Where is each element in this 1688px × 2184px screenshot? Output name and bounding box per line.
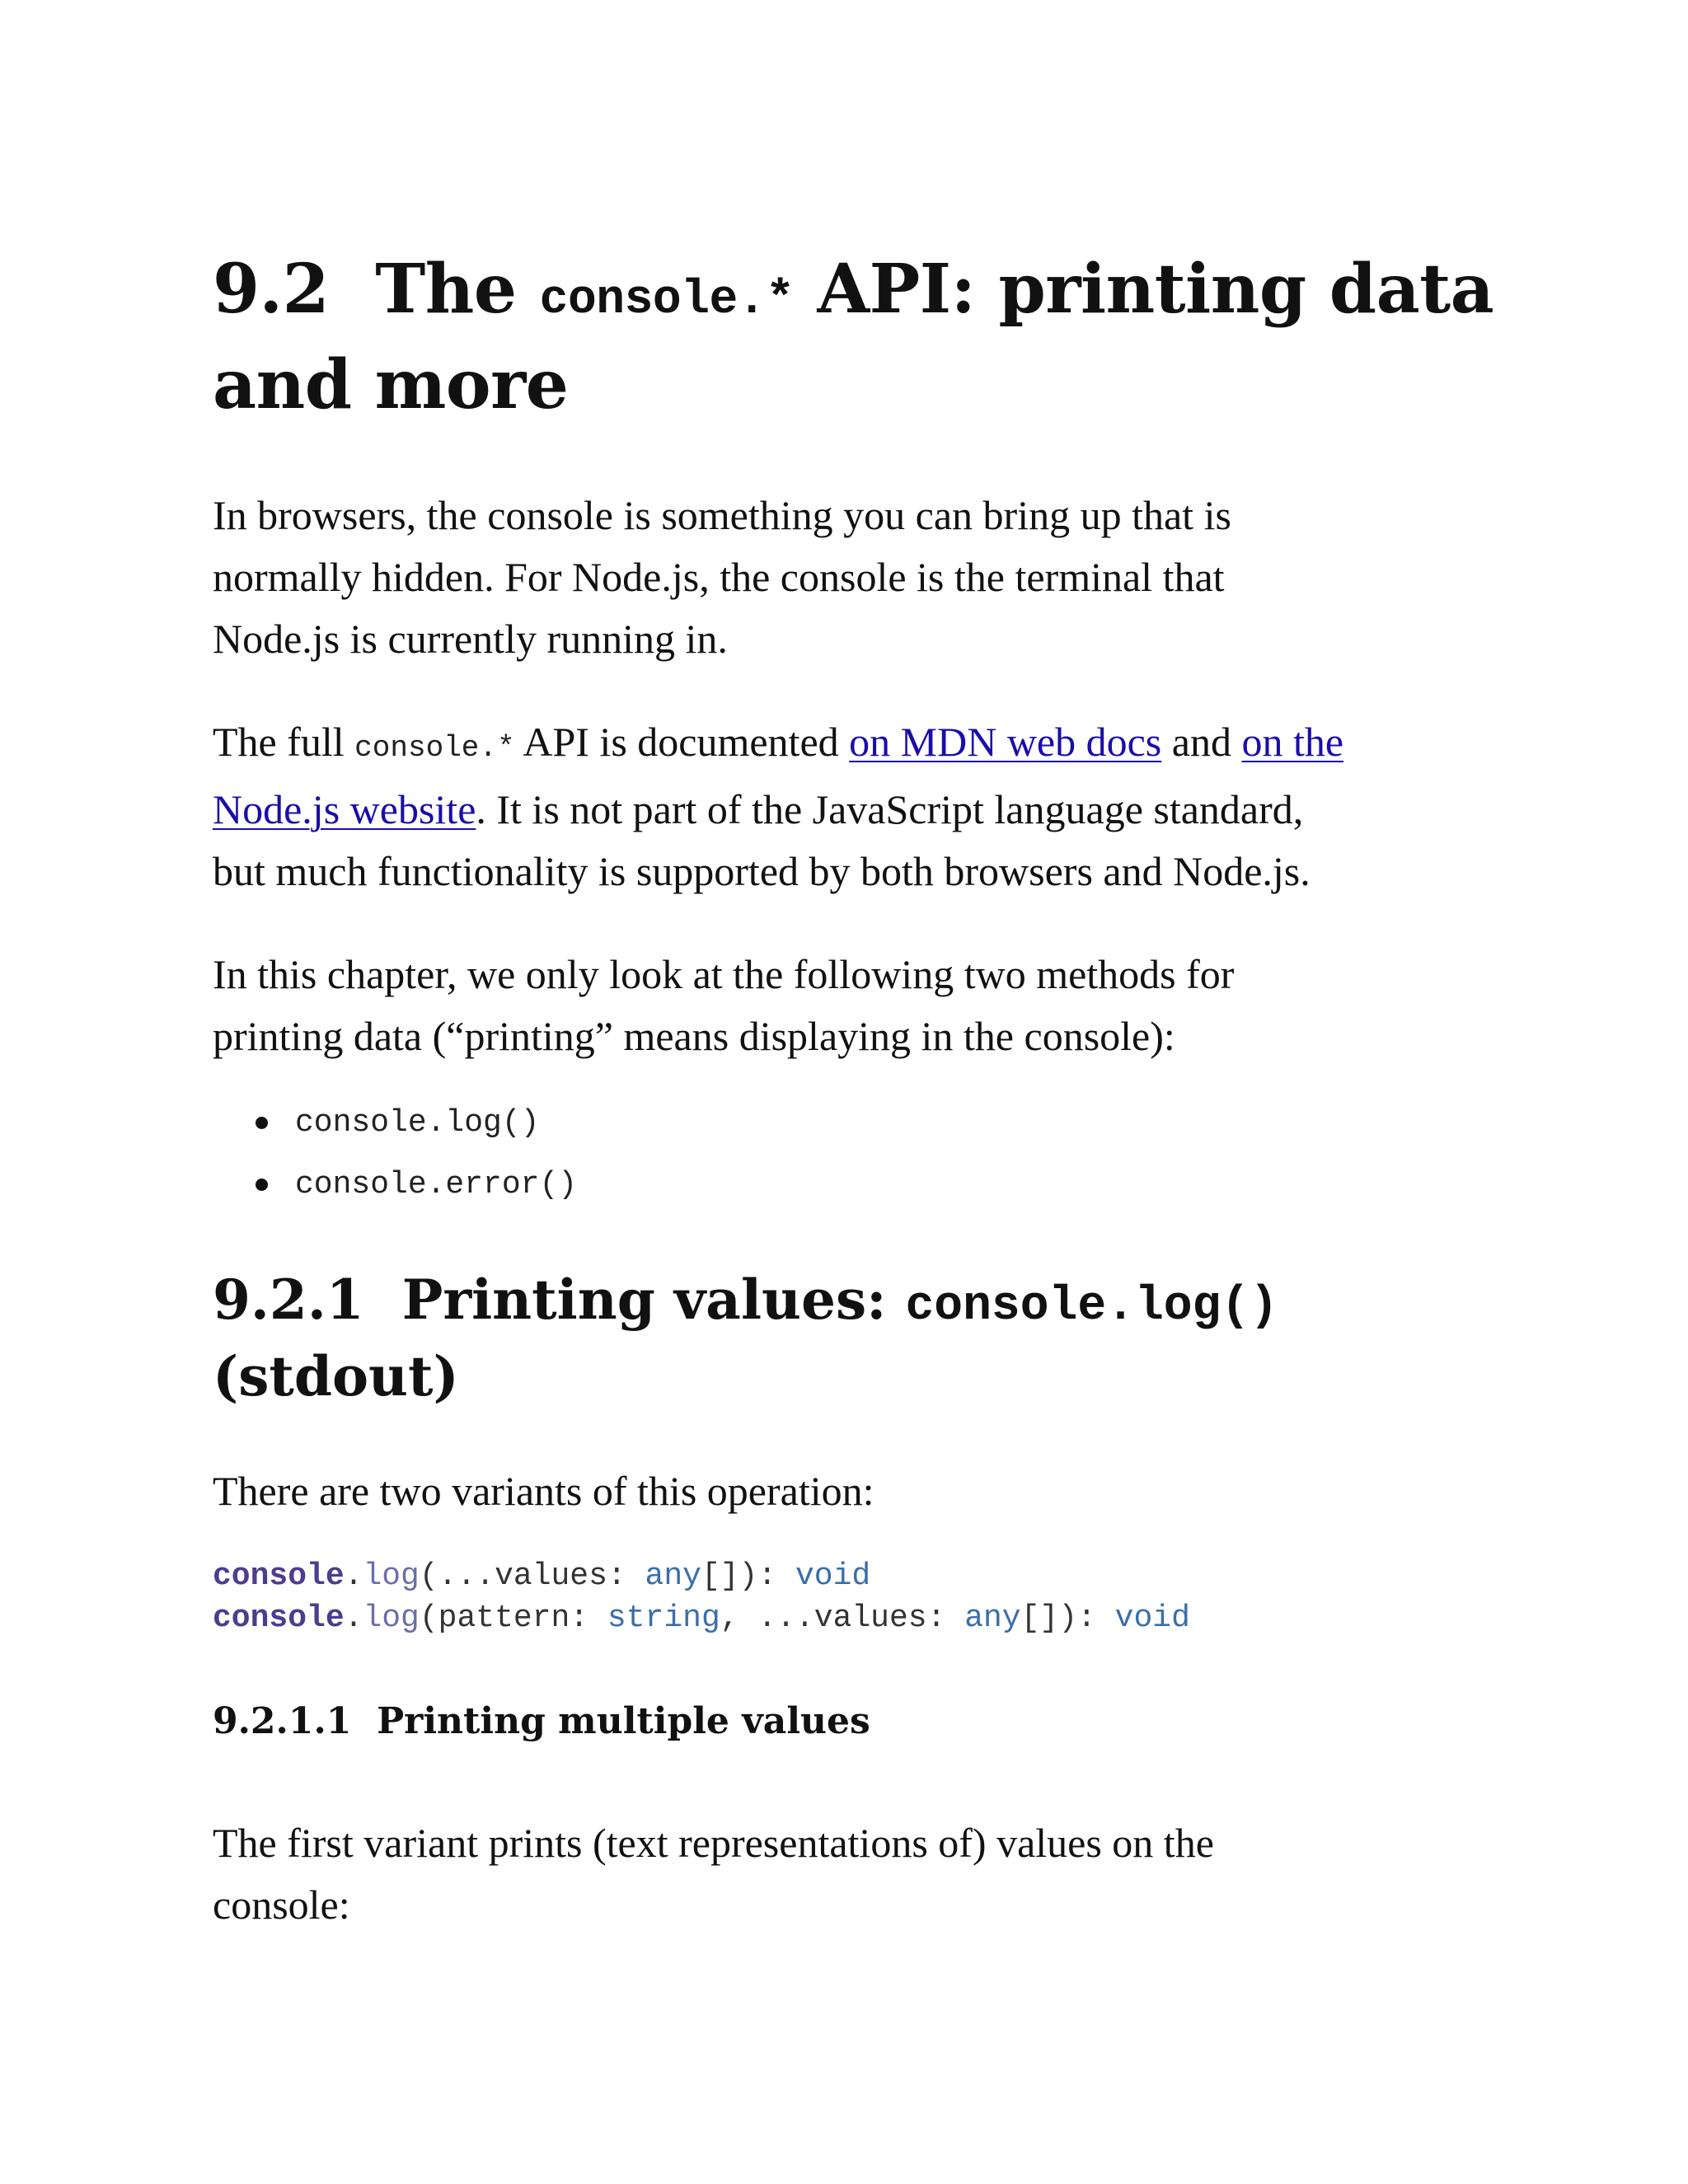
api-line-3: but much functionality is supported by both browsers and Node.js. [213,848,1311,894]
first-variant-line-1: The first variant prints (text representations of) values on the [213,1820,1214,1866]
intro-line-3: Node.js is currently running in. [213,616,728,662]
list-item [213,1154,1498,1216]
api-inline-code: console.* [354,731,515,765]
method-console-log: console.log() [295,1105,540,1141]
code-token: log [363,1601,420,1636]
chapter-paragraph [213,944,1498,1067]
list-item [213,1092,1498,1154]
code-token: []): [701,1558,795,1594]
section-title-code: console.* [539,274,795,327]
subsubsection-title: Printing multiple values [377,1700,870,1742]
code-token: (pattern: [419,1601,607,1636]
first-variant-line-2: console: [213,1882,350,1928]
code-token: void [1114,1601,1190,1636]
mdn-docs-link[interactable]: on MDN web docs [849,719,1162,765]
subsection-title: Printing values: [401,1268,887,1332]
method-console-error: console.error() [295,1167,578,1202]
api-text-2: API is documented [523,719,839,765]
code-token: void [795,1558,871,1594]
subsection-title-line2: (stdout) [213,1344,459,1408]
section-number: 9.2 [213,250,330,329]
intro-paragraph [213,485,1498,670]
intro-line-2: normally hidden. For Node.js, the console is the terminal that [213,554,1225,600]
section-title-line2: and more [213,345,569,424]
code-token: string [607,1601,720,1636]
methods-list [213,1092,1498,1216]
nodejs-website-link-part2[interactable]: Node.js website [213,786,476,832]
code-token: , ...values: [720,1601,965,1636]
subsection-title-code: console.log() [905,1280,1278,1333]
code-token: any [964,1601,1021,1636]
subsection-heading [213,1265,1498,1411]
page-content [213,247,1498,1936]
api-text-1: The full [213,719,345,765]
nodejs-website-link-part1[interactable]: on the [1241,719,1344,765]
first-variant-paragraph [213,1812,1498,1936]
subsection-number: 9.2.1 [213,1268,364,1332]
code-token: . [344,1601,363,1636]
code-token: . [344,1558,363,1594]
api-text-4: . It is not part of the JavaScript language standard, [476,786,1304,832]
section-title-pre: The [375,250,517,329]
code-token: []): [1020,1601,1115,1636]
subsubsection-heading [213,1697,1498,1746]
chapter-line-2: printing data (“printing” means displaying in the console): [213,1013,1175,1059]
code-token: (...values: [419,1558,645,1594]
api-text-3: and [1171,719,1231,765]
bullet-icon [256,1179,268,1191]
code-token: console [213,1601,345,1636]
code-token: console [213,1558,345,1594]
code-token: any [645,1558,701,1594]
code-token: log [363,1558,420,1594]
chapter-line-1: In this chapter, we only look at the following two methods for [213,951,1235,997]
section-heading [213,247,1498,427]
variants-paragraph: There are two variants of this operation: [213,1468,874,1514]
subsubsection-number: 9.2.1.1 [213,1700,352,1742]
api-paragraph [213,711,1498,902]
section-title-post: API: printing data [817,250,1494,329]
code-block [213,1555,1498,1639]
bullet-icon [256,1117,268,1129]
intro-line-1: In browsers, the console is something you can bring up that is [213,492,1231,538]
